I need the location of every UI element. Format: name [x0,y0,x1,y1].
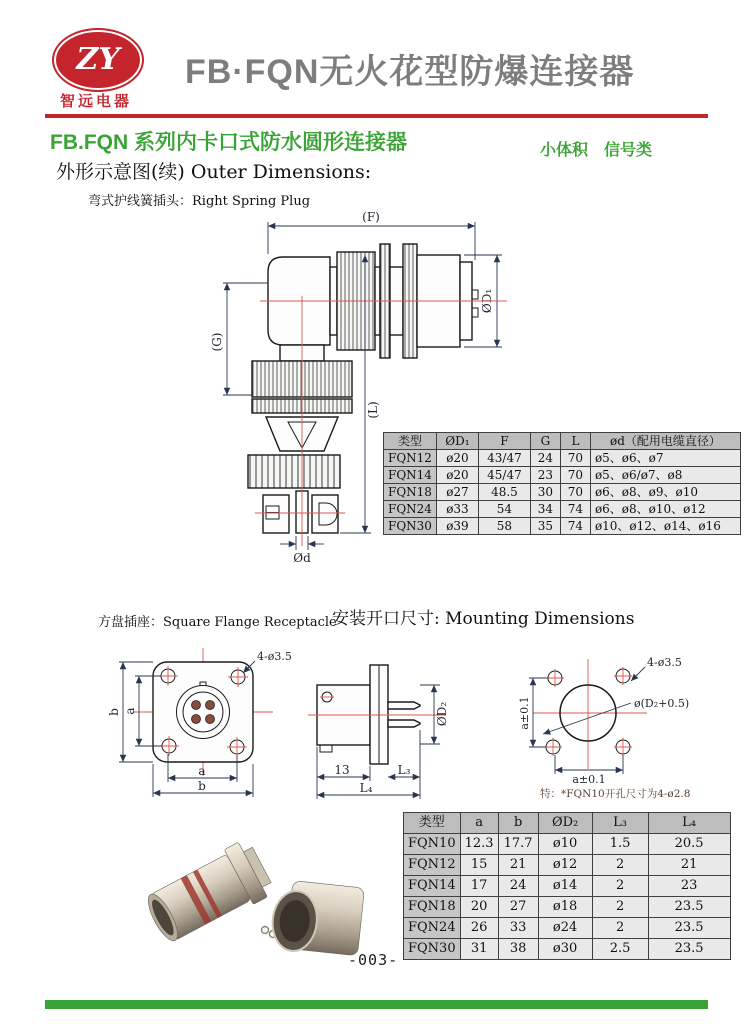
table-cell: 26 [460,918,498,939]
col-header-d2: ØD₂ [538,813,592,834]
table-cell: 35 [530,518,560,535]
table-cell: 38 [498,939,538,960]
table-cell: FQN14 [404,876,461,897]
table-cell: 70 [560,450,590,467]
table-cell: ø33 [436,501,478,518]
flange-receptacle-label: 方盘插座：Square Flange Receptacle [98,615,337,630]
flange-front-drawing [105,642,320,804]
table-cell: 2 [592,855,648,876]
table-cell: 2.5 [592,939,648,960]
company-logo [52,28,144,92]
mounting-dimensions-heading: 安装开口尺寸: Mounting Dimensions [332,609,635,629]
logo-company-name: 智远电器 [59,93,132,110]
dim-label-l: (L) [366,401,380,419]
table-cell: 48.5 [478,484,530,501]
mounting-dimensions-table [403,812,731,960]
table-cell: ø30 [538,939,592,960]
mount-circle-label: ø(D₂+0.5) [634,697,690,710]
table-cell: 21 [648,855,730,876]
table-cell: 54 [478,501,530,518]
col-header-g: G [530,433,560,450]
col-header-d1: ØD₁ [436,433,478,450]
col-header-l3: L₃ [592,813,648,834]
col-header-b: b [498,813,538,834]
table-row [404,855,731,876]
table-cell: 24 [498,876,538,897]
dim-label-d1: ØD₁ [480,288,494,314]
dim-label-l3: L₃ [397,763,411,777]
table-cell: ø14 [538,876,592,897]
table-cell: 17.7 [498,834,538,855]
table-cell: 20 [460,897,498,918]
table-cell: ø39 [436,518,478,535]
table-cell: ø10 [538,834,592,855]
table-cell: ø24 [538,918,592,939]
table-cell: 33 [498,918,538,939]
table-row [384,518,741,535]
table-cell: FQN24 [384,501,437,518]
mounting-note: 特：*FQN10开孔尺寸为4-ø2.8 [540,788,691,800]
table-cell: 70 [560,467,590,484]
table-cell: ø6、ø8、ø10、ø12 [590,501,740,518]
outer-dimensions-table [383,432,741,535]
right-spring-plug-label: 弯式护线簧插头：Right Spring Plug [88,194,311,209]
table-cell: 15 [460,855,498,876]
table-cell: 23.5 [648,939,730,960]
table-cell: 21 [498,855,538,876]
dim-label-g: (G) [210,332,224,352]
table-cell: ø5、ø6/ø7、ø8 [590,467,740,484]
table-cell: 2 [592,918,648,939]
table-cell: FQN18 [384,484,437,501]
table-cell: ø12 [538,855,592,876]
table-cell: 45/47 [478,467,530,484]
dim-label-b-left: b [107,708,121,716]
table-row [404,897,731,918]
table-cell: ø6、ø8、ø9、ø10 [590,484,740,501]
header-divider-rule [45,114,708,118]
footer-rule [45,1000,708,1009]
table-cell: FQN12 [404,855,461,876]
col-header-type: 类型 [384,433,437,450]
table-cell: FQN24 [404,918,461,939]
col-header-f: F [478,433,530,450]
table-cell: ø18 [538,897,592,918]
table-cell: 58 [478,518,530,535]
table-cell: ø5、ø6、ø7 [590,450,740,467]
table-cell: FQN10 [404,834,461,855]
table-header-row [384,433,741,450]
series-title: FB.FQN 系列内卡口式防水圆形连接器 [50,131,407,154]
table-cell: ø10、ø12、ø14、ø16 [590,518,740,535]
table-cell: ø20 [436,467,478,484]
table-cell: ø20 [436,450,478,467]
table-row [384,467,741,484]
col-header-type: 类型 [404,813,461,834]
logo-monogram: ZY [76,42,120,77]
table-cell: 70 [560,484,590,501]
dim-label-a-tol-left: a±0.1 [518,696,531,730]
table-cell: 24 [530,450,560,467]
table-row [384,501,741,518]
table-cell: 23.5 [648,918,730,939]
col-header-cable: ød（配用电缆直径） [590,433,740,450]
col-header-l: L [560,433,590,450]
table-header-row [404,813,731,834]
table-cell: 31 [460,939,498,960]
receptacle-side-drawing [300,650,470,802]
table-cell: FQN12 [384,450,437,467]
dim-label-b-bottom: b [198,779,206,793]
table-cell: 1.5 [592,834,648,855]
table-cell: FQN18 [404,897,461,918]
table-cell: 27 [498,897,538,918]
table-cell: 12.3 [460,834,498,855]
category-tags: 小体积 信号类 [540,142,653,159]
logo-oval [56,32,140,88]
table-row [404,834,731,855]
flange-hole-label: 4-ø3.5 [257,650,292,663]
table-cell: 43/47 [478,450,530,467]
table-cell: 20.5 [648,834,730,855]
dim-label-d2: ØD₂ [435,701,449,727]
table-row [404,918,731,939]
page-number: -003- [348,951,399,969]
dim-label-a-tol-bottom: a±0.1 [572,773,606,785]
table-cell: 23 [648,876,730,897]
table-cell: FQN30 [404,939,461,960]
table-cell: 2 [592,897,648,918]
col-header-l4: L₄ [648,813,730,834]
product-photo [135,842,385,992]
col-header-a: a [460,813,498,834]
table-cell: 30 [530,484,560,501]
table-row [404,939,731,960]
page-title: FB·FQN无火花型防爆连接器 [185,53,635,91]
dim-label-d: Ød [293,551,311,565]
mounting-hole-drawing [495,645,720,785]
table-cell: ø27 [436,484,478,501]
table-cell: FQN30 [384,518,437,535]
outer-dimensions-heading: 外形示意图(续) Outer Dimensions: [56,161,372,183]
table-row [404,876,731,897]
table-row [384,484,741,501]
table-cell: 23.5 [648,897,730,918]
dim-label-l4: L₄ [359,781,373,795]
table-cell: 2 [592,876,648,897]
dim-label-f: (F) [362,210,380,224]
dim-label-13: 13 [334,763,350,777]
table-cell: 34 [530,501,560,518]
mount-hole-label: 4-ø3.5 [647,656,682,669]
dim-label-a-bottom: a [198,764,206,778]
dim-label-a-left: a [123,707,137,715]
table-cell: 74 [560,501,590,518]
table-cell: 17 [460,876,498,897]
table-row [384,450,741,467]
table-cell: 23 [530,467,560,484]
table-cell: FQN14 [384,467,437,484]
table-cell: 74 [560,518,590,535]
